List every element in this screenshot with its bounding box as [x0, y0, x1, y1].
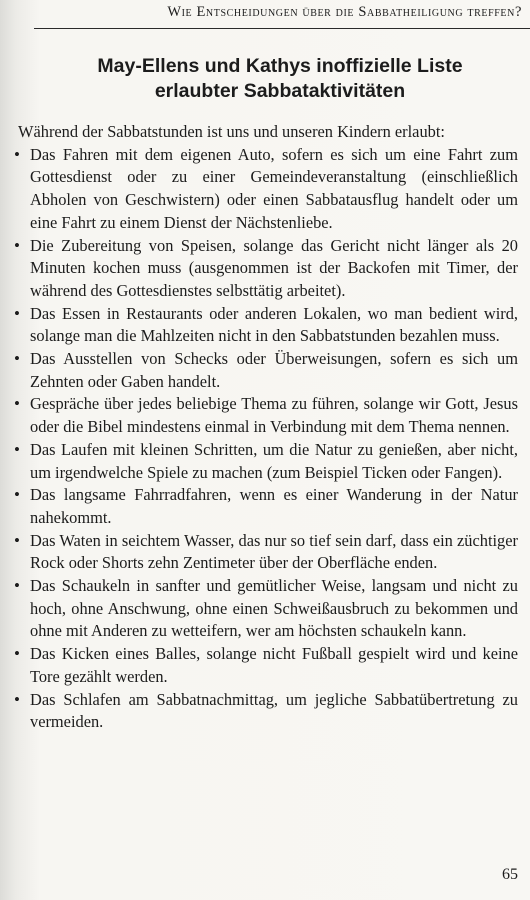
bullet-icon: • [14, 235, 20, 255]
list-item-text: Das Essen in Restaurants oder anderen Lokalen, wo man bedient wird, solange man die Mahlzeiten nicht in den Sabbatstunden bezahlen muss. [30, 303, 518, 346]
list-item [14, 689, 518, 734]
list-title [40, 54, 520, 104]
bullet-icon: • [14, 689, 20, 709]
bullet-icon: • [14, 303, 20, 323]
list-item [14, 575, 518, 643]
list-item [14, 235, 518, 303]
bullet-icon: • [14, 144, 20, 164]
bullet-icon: • [14, 530, 20, 550]
page-number: 65 [502, 866, 518, 883]
list-item-text: Die Zubereitung von Speisen, solange das Gericht nicht länger als 20 Minuten kochen muss (ausgenommen ist der Backofen mit Timer, der während des Gottesdienstes selbsttätig arbeitet). [30, 235, 518, 300]
title-line-2: erlaubter Sabbataktivitäten [154, 80, 406, 102]
body-text [14, 121, 518, 734]
bullet-icon: • [14, 439, 20, 459]
list-item-text: Das Laufen mit kleinen Schritten, um die Natur zu genießen, aber nicht, um irgendwelche Spiele zu machen (zum Beispiel Ticken oder Fangen). [30, 439, 518, 482]
header-rule [34, 28, 530, 29]
list-item-text: Das Schlafen am Sabbatnachmittag, um jegliche Sabbatübertretung zu vermeiden. [30, 689, 518, 732]
list-item [14, 439, 518, 484]
intro-paragraph: Während der Sabbatstunden ist uns und unseren Kindern erlaubt: [18, 122, 445, 141]
bullet-icon: • [14, 485, 20, 505]
title-line-1: May-Ellens und Kathys inoffizielle Liste [97, 55, 463, 77]
bullet-icon: • [14, 394, 20, 414]
bullet-icon: • [14, 349, 20, 369]
bullet-icon: • [14, 644, 20, 664]
list-item [14, 484, 518, 529]
list-item-text: Das langsame Fahrradfahren, wenn es einer Wanderung in der Natur nahekommt. [30, 485, 518, 527]
activity-list [14, 144, 518, 734]
bullet-icon: • [14, 576, 20, 596]
list-item-text: Das Schaukeln in sanfter und gemütlicher Weise, langsam und nicht zu hoch, ohne Anschwung, ohne einen Schweißausbruch zu bekommen und ohne mit Anderen zu wetteifern, wer am höchsten schaukeln kann. [30, 576, 518, 641]
list-item-text: Das Kicken eines Balles, solange nicht Fußball gespielt wird und keine Tore gezählt werden. [30, 644, 518, 686]
running-header: Wie Entscheidungen über die Sabbatheiligung treffen? [167, 4, 522, 20]
list-item-text: Das Waten in seichtem Wasser, das nur so tief sein darf, dass ein züchtiger Rock oder Shorts zehn Zentimeter über der Oberfläche enden. [30, 530, 518, 573]
list-item-text: Das Fahren mit dem eigenen Auto, sofern es sich um eine Fahrt zum Gottesdienst oder zu einer Gemeindeveranstaltung (einschließlich Abholen von Geschwistern) oder einen Sabbatausflug handelt oder um eine Fahrt zu einem Dienst der Nächstenliebe. [30, 144, 518, 232]
list-item-text: Gespräche über jedes beliebige Thema zu führen, solange wir Gott, Jesus oder die Bibel mindestens einmal in Verbindung mit dem Thema nennen. [30, 394, 518, 437]
list-item [14, 643, 518, 688]
list-item-text: Das Ausstellen von Schecks oder Überweisungen, sofern es sich um Zehnten oder Gaben handelt. [30, 349, 518, 391]
list-item [14, 348, 518, 393]
list-item [14, 303, 518, 348]
list-item [14, 393, 518, 438]
list-item [14, 144, 518, 235]
list-item [14, 530, 518, 575]
